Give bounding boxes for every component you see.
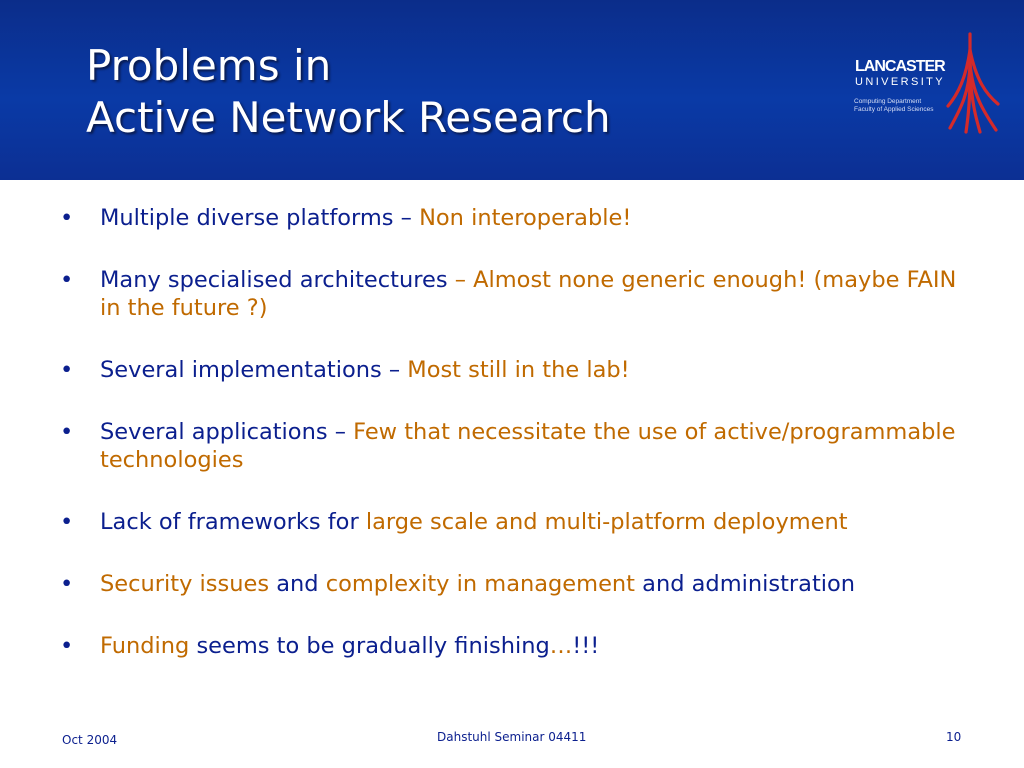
bullet-text-segment: large scale and multi-platform deployment	[365, 509, 848, 535]
bullet-item	[60, 508, 980, 536]
logo-emblem-icon	[946, 32, 1002, 134]
bullet-item	[60, 418, 980, 474]
bullet-marker: •	[60, 205, 74, 231]
bullet-text-segment: Many specialised architectures	[100, 267, 455, 293]
logo-department	[854, 98, 934, 114]
bullet-marker: •	[60, 571, 74, 597]
bullet-text-segment: Lack of frameworks for	[100, 509, 366, 535]
logo-name: LANCASTER	[855, 58, 945, 75]
logo-department-line-2: Faculty of Applied Sciences	[854, 106, 934, 113]
bullet-marker: •	[60, 267, 74, 293]
bullet-marker: •	[60, 357, 74, 383]
bullet-text-segment: Security issues	[100, 571, 270, 597]
bullet-item	[60, 632, 980, 660]
bullet-text-segment: Few that necessitate the use of active/programmable technologies	[100, 419, 956, 473]
bullet-item	[60, 570, 980, 598]
bullet-text-segment: – Almost none generic enough! (maybe FAIN in the future ?)	[100, 267, 957, 321]
bullet-text-segment: Multiple diverse platforms –	[100, 205, 420, 231]
bullet-text-segment: and	[269, 571, 326, 597]
bullet-text-segment: Several implementations –	[100, 357, 408, 383]
bullet-list	[60, 204, 980, 694]
bullet-text-segment: and administration	[635, 571, 856, 597]
footer-event: Dahstuhl Seminar 04411	[437, 730, 587, 744]
bullet-text-segment: complexity in management	[325, 571, 635, 597]
bullet-item	[60, 204, 980, 232]
slide-title	[86, 40, 806, 144]
slide-title-line-2: Active Network Research	[86, 93, 611, 142]
bullet-text-segment: !!!	[572, 633, 600, 659]
bullet-marker: •	[60, 509, 74, 535]
bullet-text-segment: Several applications –	[100, 419, 354, 445]
slide-header	[0, 0, 1024, 180]
bullet-marker: •	[60, 419, 74, 445]
footer-page-number: 10	[946, 730, 962, 744]
bullet-text-segment: Non interoperable!	[419, 205, 632, 231]
university-logo	[850, 32, 1000, 142]
bullet-text-segment: seems to be gradually finishing	[189, 633, 550, 659]
footer-date: Oct 2004	[62, 733, 118, 747]
bullet-marker: •	[60, 633, 74, 659]
logo-department-line-1: Computing Department	[854, 98, 922, 105]
bullet-text-segment: Most still in the lab!	[407, 357, 630, 383]
bullet-text-segment: …	[549, 633, 573, 659]
slide-title-line-1: Problems in	[86, 41, 332, 90]
logo-subtitle: UNIVERSITY	[855, 76, 946, 88]
bullet-item	[60, 266, 980, 322]
bullet-item	[60, 356, 980, 384]
bullet-text-segment: Funding	[100, 633, 190, 659]
